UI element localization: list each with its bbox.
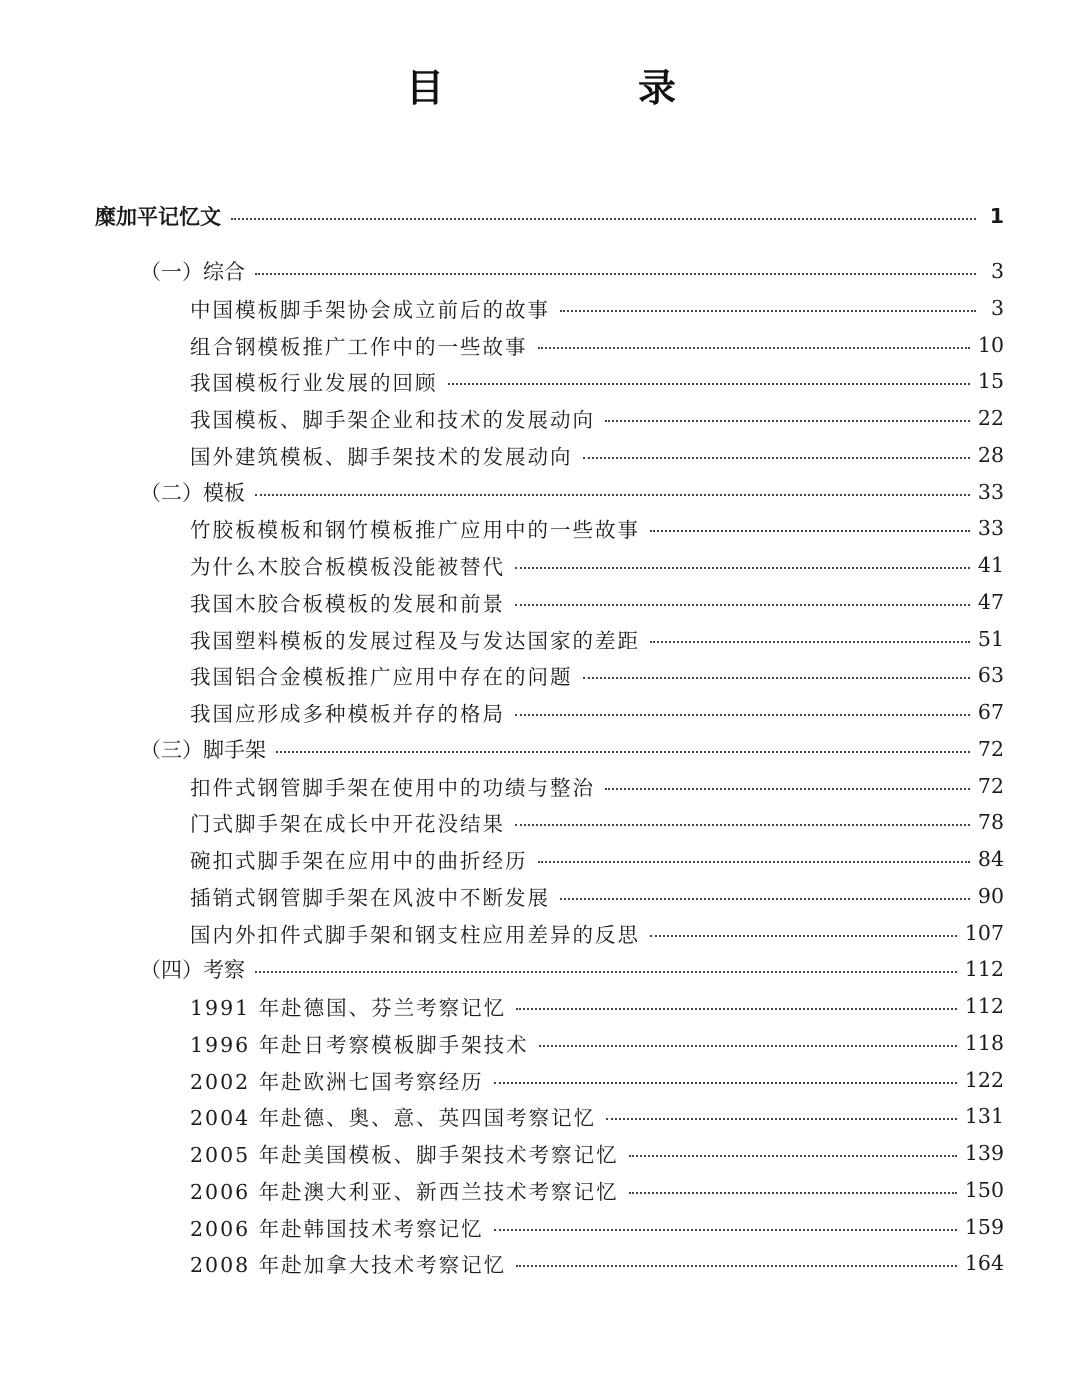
toc-entry-title: 2006 年赴澳大利亚、新西兰技术考察记忆 — [190, 1179, 619, 1204]
toc-page-number: 112 — [964, 994, 1004, 1018]
toc-page-number: 67 — [977, 700, 1004, 724]
toc-entry-title: 我国铝合金模板推广应用中存在的问题 — [190, 665, 573, 690]
dot-leader — [560, 898, 970, 900]
dot-leader — [515, 567, 970, 569]
dot-leader — [255, 273, 976, 275]
toc-page-number: 10 — [977, 332, 1004, 357]
dot-leader — [650, 641, 970, 643]
toc-entry[interactable] — [190, 401, 1004, 435]
toc-entry[interactable] — [190, 438, 1004, 472]
toc-page-number: 84 — [977, 847, 1004, 871]
toc-page-number: 150 — [964, 1177, 1004, 1202]
toc-entry[interactable] — [140, 952, 1004, 986]
toc-entry-title: 2005 年赴美国模板、脚手架技术考察记忆 — [190, 1143, 619, 1167]
toc-entry-title: 国内外扣件式脚手架和钢支柱应用差异的反思 — [190, 922, 640, 947]
toc-entry[interactable] — [190, 658, 1004, 692]
toc-entry[interactable] — [190, 695, 1004, 729]
toc-entry-title: 竹胶板模板和钢竹模板推广应用中的一些故事 — [190, 518, 640, 543]
toc-entry[interactable] — [190, 916, 1004, 950]
toc-entry[interactable] — [190, 879, 1004, 913]
toc-page-number: 122 — [964, 1067, 1004, 1092]
dot-leader — [255, 971, 957, 973]
dot-leader — [448, 383, 970, 385]
dot-leader — [605, 420, 970, 422]
toc-entry[interactable] — [140, 732, 1004, 766]
toc-entry[interactable] — [190, 1173, 1004, 1207]
toc-entry[interactable] — [190, 364, 1004, 398]
toc-entry[interactable] — [190, 1063, 1004, 1097]
toc-entry-title: 为什么木胶合板模板没能被替代 — [190, 555, 505, 579]
toc-entry-title: （二）模板 — [140, 480, 245, 505]
dot-leader — [629, 1192, 957, 1194]
toc-entry[interactable] — [190, 548, 1004, 582]
toc-entry[interactable] — [190, 622, 1004, 656]
dot-leader — [515, 714, 970, 716]
toc-entry-title: 碗扣式脚手架在应用中的曲折经历 — [190, 849, 528, 873]
toc-entry-title: 2004 年赴德、奥、意、英四国考察记忆 — [190, 1106, 597, 1131]
toc-page-number: 112 — [964, 957, 1004, 982]
toc-entry[interactable] — [190, 1136, 1004, 1170]
toc-entry-title: 插销式钢管脚手架在风波中不断发展 — [190, 885, 550, 910]
toc-page-number: 63 — [977, 663, 1004, 688]
toc-page-number: 41 — [977, 553, 1004, 577]
toc-entry[interactable] — [190, 989, 1004, 1023]
dot-leader — [583, 457, 970, 459]
toc-entry-title: 2006 年赴韩国技术考察记忆 — [190, 1216, 484, 1241]
toc-entry[interactable] — [190, 805, 1004, 839]
toc-entry-title: 我国塑料模板的发展过程及与发达国家的差距 — [190, 628, 640, 653]
toc-entry[interactable] — [190, 511, 1004, 545]
dot-leader — [494, 1229, 957, 1231]
toc-page-number: 1 — [989, 204, 1004, 228]
toc-page-number: 164 — [964, 1251, 1004, 1276]
toc-entry-title: 我国应形成多种模板并存的格局 — [190, 702, 505, 726]
toc-entry-title: （三）脚手架 — [140, 737, 266, 762]
toc-entry[interactable] — [190, 291, 1004, 325]
toc-page-number: 22 — [977, 406, 1004, 430]
toc-entry[interactable] — [190, 842, 1004, 876]
dot-leader — [276, 751, 970, 753]
toc-page-number: 47 — [977, 589, 1004, 614]
dot-leader — [605, 788, 970, 790]
toc-entry[interactable] — [140, 475, 1004, 509]
dot-leader — [516, 1265, 957, 1267]
toc-page-number: 28 — [977, 442, 1004, 467]
dot-leader — [583, 677, 970, 679]
toc-entry-title: 1991 年赴德国、芬兰考察记忆 — [190, 996, 507, 1020]
toc-entry[interactable] — [140, 254, 1004, 288]
dot-leader — [538, 347, 970, 349]
toc-page-number: 118 — [964, 1030, 1004, 1055]
dot-leader — [516, 1008, 957, 1010]
page-title: 目 录 — [405, 66, 754, 110]
toc-page-number: 159 — [964, 1214, 1004, 1239]
dot-leader — [606, 1118, 957, 1120]
toc-page-number: 33 — [977, 516, 1004, 541]
dot-leader — [538, 861, 970, 863]
toc-entry[interactable] — [190, 1246, 1004, 1280]
dot-leader — [539, 1045, 957, 1047]
toc-entry[interactable] — [190, 1099, 1004, 1133]
toc-page-number: 51 — [977, 626, 1004, 651]
toc-page-number: 3 — [990, 295, 1004, 320]
toc-page-number: 33 — [977, 479, 1004, 504]
dot-leader — [650, 530, 970, 532]
toc-page-number: 139 — [964, 1141, 1004, 1165]
toc-entry-title: 扣件式钢管脚手架在使用中的功绩与整治 — [190, 775, 595, 800]
toc-entry[interactable] — [190, 585, 1004, 619]
toc-entry[interactable] — [190, 1026, 1004, 1060]
toc-entry-title: （一）综合 — [140, 260, 245, 284]
toc-entry[interactable] — [190, 328, 1004, 362]
toc-entry-title: （四）考察 — [140, 958, 245, 983]
toc-entry-title: 门式脚手架在成长中开花没结果 — [190, 812, 505, 837]
dot-leader — [515, 604, 970, 606]
toc-page-number: 107 — [964, 920, 1004, 945]
dot-leader — [231, 218, 976, 220]
dot-leader — [560, 310, 976, 312]
toc-entry-title: 国外建筑模板、脚手架技术的发展动向 — [190, 444, 573, 469]
toc-entry[interactable] — [190, 769, 1004, 803]
toc-page-number: 72 — [977, 773, 1004, 798]
toc-page-number: 72 — [977, 736, 1004, 761]
toc-entry-title: 我国模板、脚手架企业和技术的发展动向 — [190, 408, 595, 432]
toc-page-number: 131 — [964, 1104, 1004, 1129]
toc-entry-title: 我国木胶合板模板的发展和前景 — [190, 591, 505, 616]
dot-leader — [515, 824, 970, 826]
toc-entry-title: 1996 年赴日考察模板脚手架技术 — [190, 1032, 529, 1057]
toc-entry[interactable] — [190, 1210, 1004, 1244]
toc-page-number: 90 — [977, 883, 1004, 908]
toc-entry-title: 2002 年赴欧洲七国考察经历 — [190, 1069, 484, 1094]
toc-entry-title: 组合钢模板推广工作中的一些故事 — [190, 334, 528, 359]
toc-entry-title: 2008 年赴加拿大技术考察记忆 — [190, 1253, 507, 1278]
toc-entry-title: 我国模板行业发展的回顾 — [190, 371, 438, 396]
toc-entry-title: 中国模板脚手架协会成立前后的故事 — [190, 297, 550, 322]
toc-entry-title: 糜加平记忆文 — [95, 205, 221, 229]
toc-page-number: 3 — [990, 259, 1004, 283]
dot-leader — [650, 935, 957, 937]
dot-leader — [494, 1082, 957, 1084]
toc-entry[interactable] — [95, 199, 1004, 233]
toc-page-number: 15 — [977, 369, 1004, 394]
toc-page-number: 78 — [977, 810, 1004, 835]
dot-leader — [629, 1155, 957, 1157]
dot-leader — [255, 494, 970, 496]
